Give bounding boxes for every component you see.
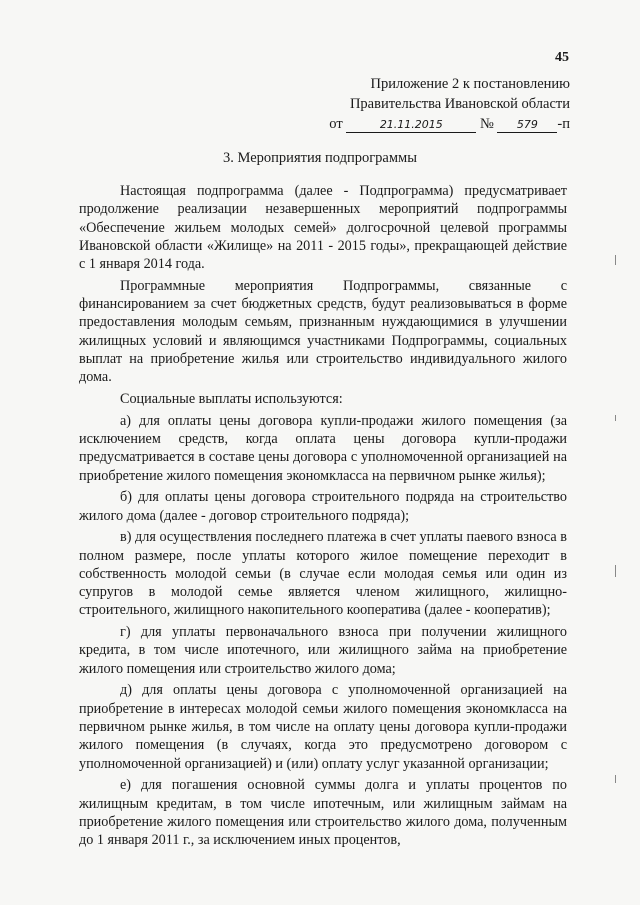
body-text [79,182,567,850]
paragraph-intro: Настоящая подпрограмма (далее - Подпрограмма) предусматривает продолжение реализации незавершенных мероприятий подпрограммы «Обеспечение жильем молодых семей» долгосрочной целевой программы Ивановской области «Жилище» на 2011 - 2015 годы», прекращающей действие с 1 января 2014 года. [79,183,567,273]
number-label: № [479,116,494,132]
list-item-g: г) для уплаты первоначального взноса при получении жилищного кредита, в том числе ипотечного, или жилищного займа на приобретение жилого помещения или строительство жилого дома; [79,624,567,677]
list-item-a: а) для оплаты цены договора купли-продажи жилого помещения (за исключением средств, когда оплата цены договора купли-продажи предусматривается в составе цены договора с уполномоченной организацией на приобретение жилого помещения экономкласса на первичном рынке жилья); [79,412,567,484]
scan-mark [615,565,616,577]
handwritten-number: 579 [497,118,557,133]
page-number: 45 [555,50,569,65]
scan-mark [615,255,616,265]
scan-mark [615,775,616,783]
appendix-line-2: Правительства Ивановской области [349,96,570,112]
section-title: 3. Мероприятия подпрограммы [223,150,417,166]
from-label: от [329,116,343,132]
paragraph-measures: Программные мероприятия Подпрограммы, связанные с финансированием за счет бюджетных средств, будут реализовываться в форме предоставления молодым семьям, признанным нуждающимися в улучшении жилищных условий и являющимся участниками Подпрограммы, социальных выплат на приобретение жилья или строительство индивидуального жилого дома. [79,277,567,386]
scan-edge-marks [615,255,618,905]
list-item-e: е) для погашения основной суммы долга и уплаты процентов по жилищным кредитам, в том числе ипотечным, или жилищным займам на приобретение жилого помещения или строительство жилого дома, полученным до 1 января 2011 г., за исключением иных процентов, [79,777,567,849]
scan-mark [615,415,616,421]
appendix-header [329,74,570,134]
resolution-reference [329,114,570,134]
handwritten-date: 21.11.2015 [346,118,476,133]
number-suffix: -п [557,116,570,132]
list-item-d: д) для оплаты цены договора с уполномоченной организацией на приобретение в интересах молодой семьи жилого помещения экономкласса на первичном рынке жилья, в том числе на оплату цены договора купли-продажи жилого помещения (в случаях, когда это предусмотрено договором с уполномоченной организацией) и (или) оплату услуг указанной организации; [79,682,567,772]
list-item-v: в) для осуществления последнего платежа в счет уплаты паевого взноса в полном размере, после уплаты которого жилое помещение переходит в собственность молодой семьи (в случае если молодая семья или один из супругов в молодой семье является членом жилищного, жилищно-строительного, жилищного накопительного кооператива (далее - кооператив); [79,529,567,619]
list-item-b: б) для оплаты цены договора строительного подряда на строительство жилого дома (далее - договор строительного подряда); [79,489,567,524]
paragraph-payments-usage: Социальные выплаты используются: [120,391,343,408]
appendix-line-1: Приложение 2 к постановлению [370,76,570,92]
